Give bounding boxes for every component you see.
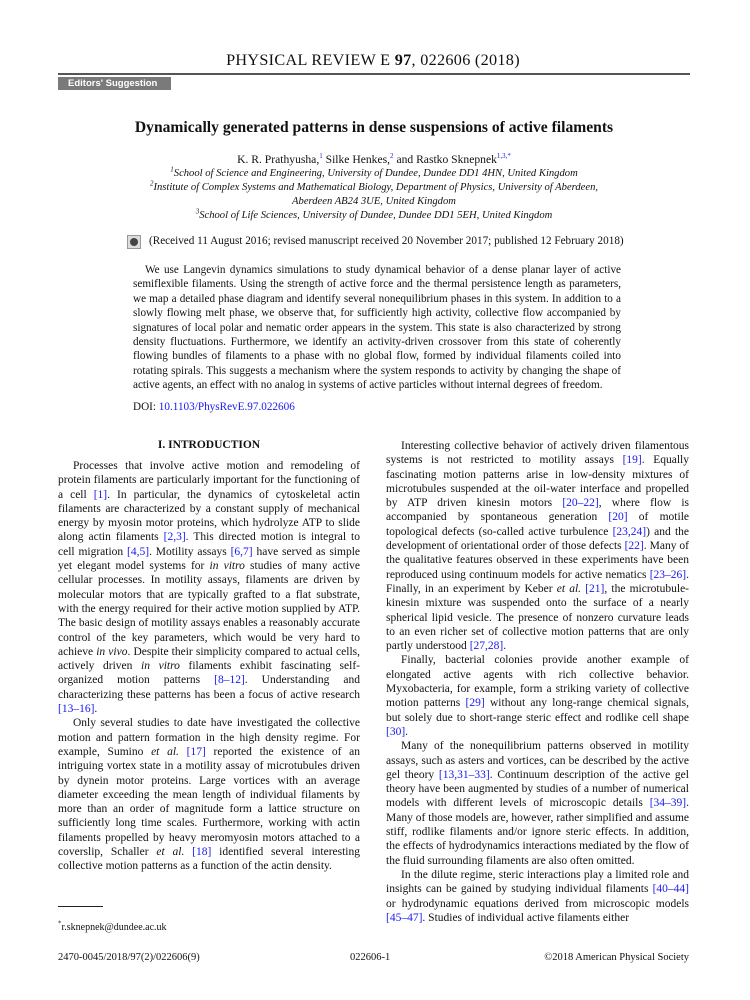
text: filaments exhibit fascinating self-organized motion patterns xyxy=(58,660,360,687)
citation-link[interactable]: [29] xyxy=(465,697,485,710)
citation-link[interactable]: [6,7] xyxy=(230,545,253,558)
affiliation-text: Institute of Complex Systems and Mathematical Biology, Department of Physics, University of Aberdeen, xyxy=(153,182,599,193)
citation-link[interactable]: [18] xyxy=(192,846,212,859)
affiliation-text: Aberdeen AB24 3UE, United Kingdom xyxy=(292,196,456,207)
citation-link[interactable]: [23,24] xyxy=(612,525,647,538)
author-affiliation-link[interactable]: 2 xyxy=(390,152,394,161)
author-name: K. R. Prathyusha, xyxy=(237,153,320,166)
text: reported the existence of an intriguing vortex state in a motility assay of microtubules driven by dynein motor proteins. Large vortices with an average diameter exceeding the mean length of individual filaments by more than an order of magnitude form a lattice structure on sufficiently long time scales. Furthermore, working with actin filaments propelled by heavy meromyosin motors attached to a coverslip, Schaller xyxy=(58,745,360,859)
affiliation xyxy=(58,179,690,193)
text: have served as simple yet elegant model systems for xyxy=(58,545,360,573)
text: . Studies of individual active filaments either xyxy=(422,911,630,924)
citation-link[interactable]: [4,5] xyxy=(127,545,150,558)
affiliation xyxy=(58,165,690,179)
text: . Despite their simplicity compared to actual cells, actively driven xyxy=(58,645,360,673)
footer-page-number: 022606-1 xyxy=(350,952,391,963)
text: . Motility assays xyxy=(149,545,231,558)
text: without any long-range chemical signals, but solely due to short-range steric effect and rodlike cell shape xyxy=(386,697,689,724)
text: Finally, bacterial colonies provide another example of elongated active agents with rich collective behavior. Myxobacteria, for example, form a striking variety of collective motion patterns xyxy=(386,654,689,710)
text: . Equally fascinating motion patterns arise in low-density mixtures of microtubules suspended at the oil-water interface and propelled by ATP driven kinesin motors xyxy=(386,454,689,510)
text: . xyxy=(503,640,507,653)
text: Interesting collective behavior of actively driven filamentous systems is not restricted to motility assays xyxy=(386,440,689,467)
paragraph xyxy=(58,716,360,873)
section-heading: I. INTRODUCTION xyxy=(157,439,261,451)
citation-link[interactable]: [22] xyxy=(624,540,644,553)
text: or hydrodynamic equations derived from microscopic models xyxy=(386,897,689,910)
citation-link[interactable]: [17] xyxy=(186,745,206,758)
text: . Understanding and characterizing these patterns has been a focus of active research xyxy=(58,674,360,701)
text: ) and the development of orientational order of those defects xyxy=(386,525,690,553)
text: . xyxy=(405,725,409,738)
paragraph xyxy=(386,653,689,739)
text xyxy=(184,846,192,858)
text: . Finally, in an experiment by Keber xyxy=(386,568,689,595)
text: . xyxy=(94,703,98,716)
text: . Many of the qualitative features observed in these experiments have been reproduced using continuum models for active nematics xyxy=(386,540,689,581)
footer-copyright: ©2018 American Physical Society xyxy=(544,952,689,963)
doi xyxy=(133,401,295,413)
citation-link[interactable]: [8–12] xyxy=(214,674,245,687)
italic-text: et al. xyxy=(556,582,582,595)
footnote xyxy=(58,919,167,933)
citation-link[interactable]: [34–39] xyxy=(649,797,687,810)
left-column xyxy=(58,459,360,874)
italic-text: in vivo xyxy=(96,645,128,658)
citation-link[interactable]: [1] xyxy=(93,488,108,501)
received-dates: (Received 11 August 2016; revised manuscript received 20 November 2017; published 12 February 2018) xyxy=(149,235,624,247)
text: . Many of those models are, however, rather simplified and assume stiff, rodlike filaments and/or ignore steric effects. In addition, the effects of hydrodynamics interactions mediated by the flow of the fluid surrounding filaments are also often omitted. xyxy=(386,797,689,867)
text: . Continuum description of the active gel theory have been augmented by studies of a number of numerical models with different levels of microscopic details xyxy=(386,768,689,810)
citation-link[interactable]: [30] xyxy=(386,725,406,738)
text: Only several studies to date have investigated the collective motion and pattern formation in the high density regime. For example, Sumino xyxy=(58,717,360,758)
footer-issn: 2470-0045/2018/97(2)/022606(9) xyxy=(58,952,200,963)
author-name: and Rastko Sknepnek xyxy=(396,153,497,166)
paper-title: Dynamically generated patterns in dense suspensions of active filaments xyxy=(134,119,614,136)
affiliation-number: 2 xyxy=(149,179,154,188)
text: , where flow is accompanied by spontaneous generation xyxy=(386,497,690,524)
text: Many of the nonequilibrium patterns observed in motility assays, such as asters and vortices, can be described by the active gel theory xyxy=(386,740,689,781)
text xyxy=(179,746,187,758)
editors-suggestion-badge[interactable]: Editors' Suggestion xyxy=(58,77,171,90)
affiliation xyxy=(58,207,690,221)
paragraph xyxy=(386,868,689,925)
abstract: We use Langevin dynamics simulations to study dynamical behavior of a dense planar layer of active semiflexible filaments. Using the strength of active force and the thermal persistence length as parameters, we map a detailed phase diagram and identify several nonequilibrium phases in this system. In addition to a slowly flowing melt phase, we observe that, for sufficiently high activity, collective flow accompanied by signatures of local polar and nematic order appears in the system. This state is also characterized by strong density fluctuations. Furthermore, we identify an activity-driven crossover from this state of coherently flowing bundles of filaments to a phase with no global flow, formed by individual filaments coiled into rotating spirals. This suggests a mechanism where the system responds to activity by changing the shape of active agents, an effect with no analog in systems of active particles without internal degrees of freedom. xyxy=(133,264,621,392)
text: . In particular, the dynamics of cytoskeletal actin filaments are characterized by a constant supply of mechanical energy by myosin motor proteins, which hydrolyze ATP to slide along actin filaments xyxy=(58,488,361,544)
italic-text: et al. xyxy=(151,745,179,758)
text: Processes that involve active motion and remodeling of protein filaments are particularly important for the functioning of a cell xyxy=(58,460,360,501)
citation-link[interactable]: [21] xyxy=(585,582,605,595)
text: identified several interesting collective motion patterns as a function of the actin density. xyxy=(58,846,360,873)
affiliation xyxy=(58,196,690,207)
paragraph xyxy=(58,459,360,716)
citation-link[interactable]: [13–16] xyxy=(58,703,95,716)
text: , the microtubule-kinesin mixture was suspended onto the surface of a nearly spherical lipid vesicle. The presence of nonzero curvature leads to an even richer set of collective motion patterns that are only partly understood xyxy=(386,582,690,653)
citation-link[interactable]: [13,31–33] xyxy=(438,768,490,781)
citation-link[interactable]: [19] xyxy=(622,454,642,467)
affiliation-number: 1 xyxy=(170,165,174,174)
paragraph xyxy=(386,739,689,868)
text: . This directed motion is integral to cell migration xyxy=(58,531,360,558)
author-affiliation-link[interactable]: 1,3,* xyxy=(496,152,511,161)
article-number: , 022606 (2018) xyxy=(411,51,520,69)
right-column xyxy=(386,439,689,925)
citation-link[interactable]: [20] xyxy=(608,511,628,524)
author-affiliation-link[interactable]: 1 xyxy=(319,152,323,161)
affiliation-text: School of Science and Engineering, University of Dundee, Dundee DD1 4HN, United Kingdom xyxy=(173,168,578,179)
doi-label: DOI: xyxy=(133,401,156,413)
journal-name: PHYSICAL REVIEW E xyxy=(226,51,391,69)
citation-link[interactable]: [45–47] xyxy=(386,911,423,924)
citation-link[interactable]: [2,3] xyxy=(163,531,186,544)
citation-link[interactable]: [40–44] xyxy=(652,883,689,896)
journal-volume: 97 xyxy=(394,51,412,69)
corresponding-email[interactable]: r.sknepnek@dundee.ac.uk xyxy=(61,922,167,933)
text: studies of many active cellular processes. In motility assays, filaments are driven by molecular motors that are typically grafted to a flat substrate, with the energy required for their active motion supplied by ATP. The basic design of motility assays enables a reasonably accurate control of the key parameters, which would be very hard to achieve xyxy=(58,560,361,658)
affiliation-text: School of Life Sciences, University of Dundee, Dundee DD1 5EH, United Kingdom xyxy=(199,210,553,221)
citation-link[interactable]: [20–22] xyxy=(562,497,599,510)
paragraph xyxy=(386,439,689,653)
header-rule xyxy=(58,73,690,75)
text: In the dilute regime, steric interactions play a limited role and insights can be gained by studying individual filaments xyxy=(386,868,689,896)
affiliation-number: 3 xyxy=(195,207,200,216)
italic-text: in vitro xyxy=(209,560,245,573)
journal-header xyxy=(58,51,688,70)
footnote-rule xyxy=(58,906,103,907)
italic-text: et al. xyxy=(156,846,185,859)
crossmark-icon[interactable] xyxy=(127,235,141,249)
italic-text: in vitro xyxy=(141,660,180,673)
author-name: Silke Henkes, xyxy=(325,153,391,166)
citation-link[interactable]: [23–26] xyxy=(649,568,687,581)
author-list xyxy=(58,153,690,166)
footnote-mark: * xyxy=(58,919,62,928)
doi-link[interactable]: 10.1103/PhysRevE.97.022606 xyxy=(158,401,295,413)
text: of motile topological defects (so-called active turbulence xyxy=(386,511,689,538)
citation-link[interactable]: [27,28] xyxy=(469,640,504,653)
